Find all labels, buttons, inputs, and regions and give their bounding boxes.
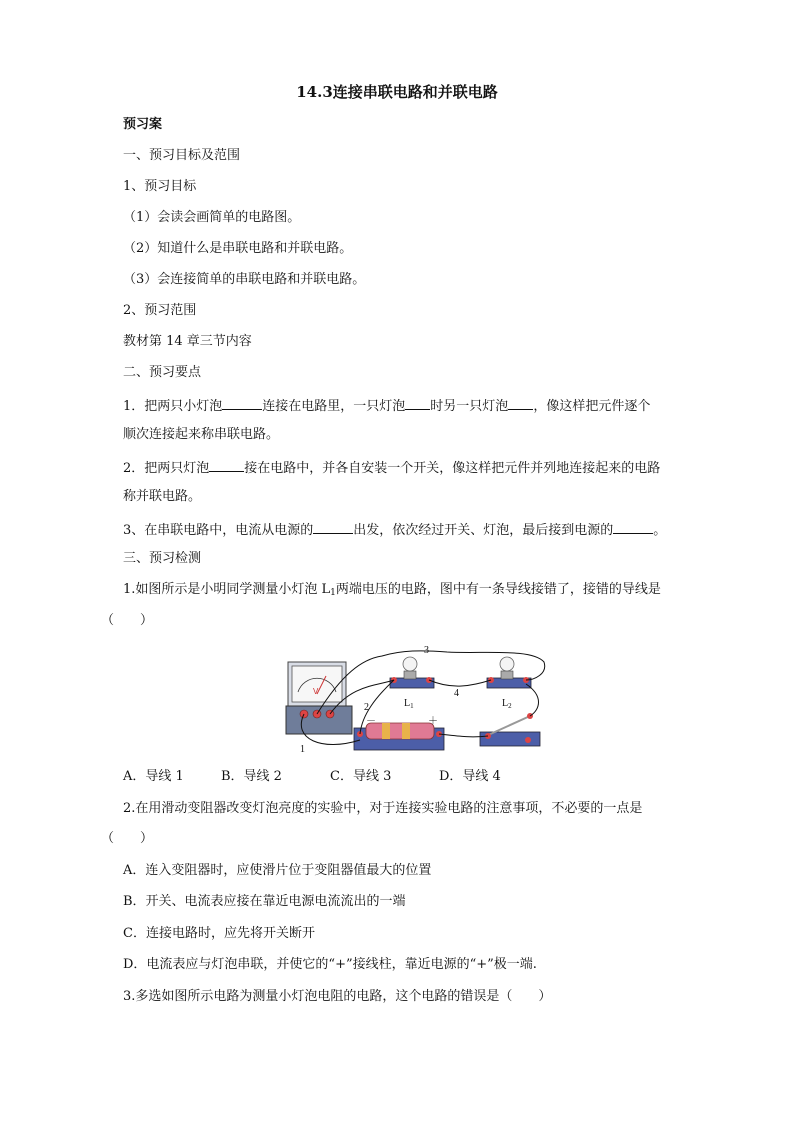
fill-blank[interactable] (613, 520, 653, 534)
meter-symbol: V (313, 687, 319, 696)
fill-blank[interactable] (508, 396, 533, 410)
text: 时另一只灯泡 (430, 399, 509, 414)
battery-minus-sign: － (366, 716, 376, 727)
question-3-text: 3.多选如图所示电路为测量小灯泡电阻的电路，这个电路的错误是（ ） (123, 989, 552, 1004)
question-1-options (123, 769, 501, 785)
text: 。 (653, 523, 667, 538)
option-d[interactable]: D．导线 4 (439, 769, 501, 784)
wire-label-1: 1 (300, 744, 305, 755)
battery-plus-sign: ＋ (428, 716, 438, 727)
text: 两端电压的电路，图中有一条导线接错了，接错的导线是 (335, 582, 661, 597)
wire-label-3: 3 (424, 645, 429, 656)
goal-heading: 1、预习目标 (123, 179, 197, 194)
page-title: 14.3连接串联电路和并联电路 (296, 83, 498, 101)
text: 连接在电路里，一只灯泡 (262, 399, 406, 414)
key-point-2-line-1 (123, 458, 660, 477)
wire-label-2: 2 (364, 702, 369, 713)
goal-item-2: （2）知道什么是串联电路和并联电路。 (123, 241, 353, 256)
option-a[interactable]: A．导线 1 (123, 769, 184, 784)
key-point-2-line-2: 称并联电路。 (123, 489, 202, 504)
lamp-l2 (487, 657, 531, 688)
goal-item-1: （1）会读会画简单的电路图。 (123, 210, 301, 225)
heading-pre-check: 三、预习检测 (123, 551, 202, 566)
question-2-option-d[interactable]: D．电流表应与灯泡串联，并使它的“+”接线柱，靠近电源的“+”极一端. (123, 957, 537, 972)
fill-blank[interactable] (405, 396, 430, 410)
key-point-1-line-2: 顺次连接起来称串联电路。 (123, 427, 280, 442)
lamp-l1 (390, 657, 434, 688)
option-c[interactable]: C．导线 3 (330, 769, 392, 784)
battery-pack (354, 723, 444, 750)
wire-label-4: 4 (454, 688, 459, 699)
section-label: 预习案 (123, 117, 163, 132)
lamp-label-l2: $L_2$ (502, 698, 512, 710)
heading-goals-range: 一、预习目标及范围 (123, 148, 241, 163)
text: 接在电路中，并各自安装一个开关，像这样把元件并列地连接起来的电路 (244, 461, 661, 476)
question-1-text (123, 582, 661, 601)
fill-blank[interactable] (209, 458, 244, 472)
question-2-text: 2.在用滑动变阻器改变灯泡亮度的实验中，对于连接实验电路的注意事项，不必要的一点是 (123, 801, 643, 816)
heading-key-points: 二、预习要点 (123, 365, 202, 380)
range-text: 教材第 14 章三节内容 (123, 334, 252, 349)
fill-blank[interactable] (222, 396, 262, 410)
question-1-answer-paren: （ ） (101, 613, 154, 628)
switch (480, 713, 540, 746)
option-b[interactable]: B．导线 2 (221, 769, 282, 784)
subscript: 1 (330, 588, 336, 598)
text: 1．把两只小灯泡 (123, 399, 223, 414)
lamp-label-l1: $L_1$ (404, 698, 414, 710)
question-2-answer-paren: （ ） (101, 831, 154, 846)
question-2-option-c[interactable]: C．连接电路时，应先将开关断开 (123, 926, 315, 941)
circuit-diagram-figure (282, 644, 548, 756)
voltmeter (286, 662, 352, 734)
question-2-option-b[interactable]: B．开关、电流表应接在靠近电源电流流出的一端 (123, 894, 406, 909)
goal-item-3: （3）会连接简单的串联电路和并联电路。 (123, 272, 366, 287)
key-point-3 (123, 520, 666, 539)
range-heading: 2、预习范围 (123, 303, 197, 318)
text: 2．把两只灯泡 (123, 461, 210, 476)
text: 出发，依次经过开关、灯泡，最后接到电源的 (353, 523, 614, 538)
text: 1.如图所示是小明同学测量小灯泡 L (123, 582, 331, 597)
question-2-option-a[interactable]: A．连入变阻器时，应使滑片位于变阻器值最大的位置 (123, 863, 432, 878)
key-point-1-line-1 (123, 396, 650, 415)
text: 3、在串联电路中，电流从电源的 (123, 523, 314, 538)
text: ，像这样把元件逐个 (533, 399, 651, 414)
fill-blank[interactable] (313, 520, 353, 534)
